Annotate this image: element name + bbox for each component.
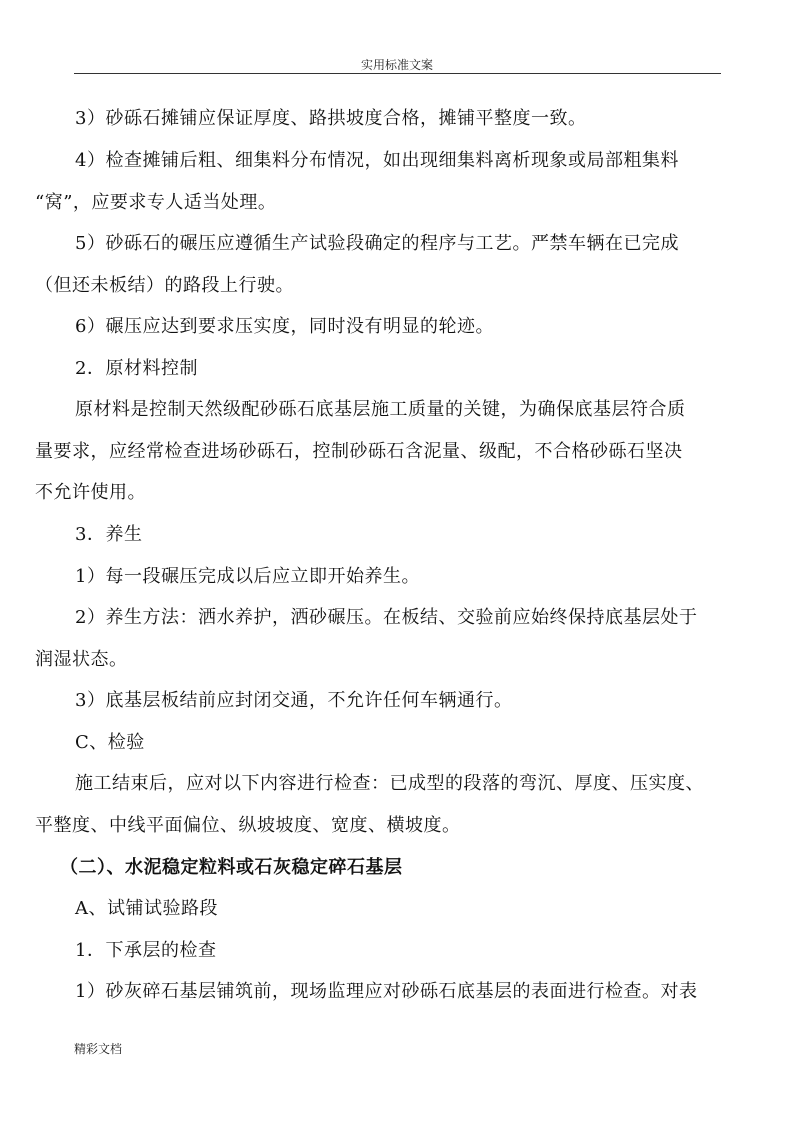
section-heading: 3．养生 xyxy=(75,524,143,545)
body-line: 6）碾压应达到要求压实度，同时没有明显的轮迹。 xyxy=(75,316,494,337)
body-line: “窝”，应要求专人适当处理。 xyxy=(35,192,277,213)
body-line: 量要求，应经常检查进场砂砾石，控制砂砾石含泥量、级配，不合格砂砾石坚决 xyxy=(35,441,683,462)
section-heading-bold: （二）、水泥稳定粒料或石灰稳定碎石基层 xyxy=(60,857,403,878)
body-line: 润湿状态。 xyxy=(35,649,128,670)
body-line: 不允许使用。 xyxy=(35,482,146,503)
body-line: 4）检查摊铺后粗、细集料分布情况，如出现细集料离析现象或局部粗集料 xyxy=(75,150,679,171)
body-line: 3）砂砾石摊铺应保证厚度、路拱坡度合格，摊铺平整度一致。 xyxy=(75,108,587,129)
section-heading: C、检验 xyxy=(75,732,145,753)
body-line: 施工结束后，应对以下内容进行检查：已成型的段落的弯沉、厚度、压实度、 xyxy=(75,773,704,794)
page-header-title: 实用标准文案 xyxy=(360,58,433,72)
section-heading: 2．原材料控制 xyxy=(75,358,198,379)
header-divider xyxy=(74,73,721,74)
body-line: 2）养生方法：洒水养护，洒砂碾压。在板结、交验前应始终保持底基层处于 xyxy=(75,607,698,628)
body-line: 平整度、中线平面偏位、纵坡坡度、宽度、横坡度。 xyxy=(35,815,461,836)
page-footer-label: 精彩文档 xyxy=(74,1042,123,1056)
body-line: 1）砂灰碎石基层铺筑前，现场监理应对砂砾石底基层的表面进行检查。对表 xyxy=(75,981,698,1002)
body-line: 原材料是控制天然级配砂砾石底基层施工质量的关键，为确保底基层符合质 xyxy=(75,399,686,420)
section-heading: A、试铺试验路段 xyxy=(75,898,218,919)
body-line: 5）砂砾石的碾压应遵循生产试验段确定的程序与工艺。严禁车辆在已完成 xyxy=(75,233,679,254)
body-line: 1）每一段碾压完成以后应立即开始养生。 xyxy=(75,566,420,587)
section-heading: 1．下承层的检查 xyxy=(75,940,217,961)
body-line: 3）底基层板结前应封闭交通，不允许任何车辆通行。 xyxy=(75,690,513,711)
body-line: （但还未板结）的路段上行驶。 xyxy=(35,275,294,296)
